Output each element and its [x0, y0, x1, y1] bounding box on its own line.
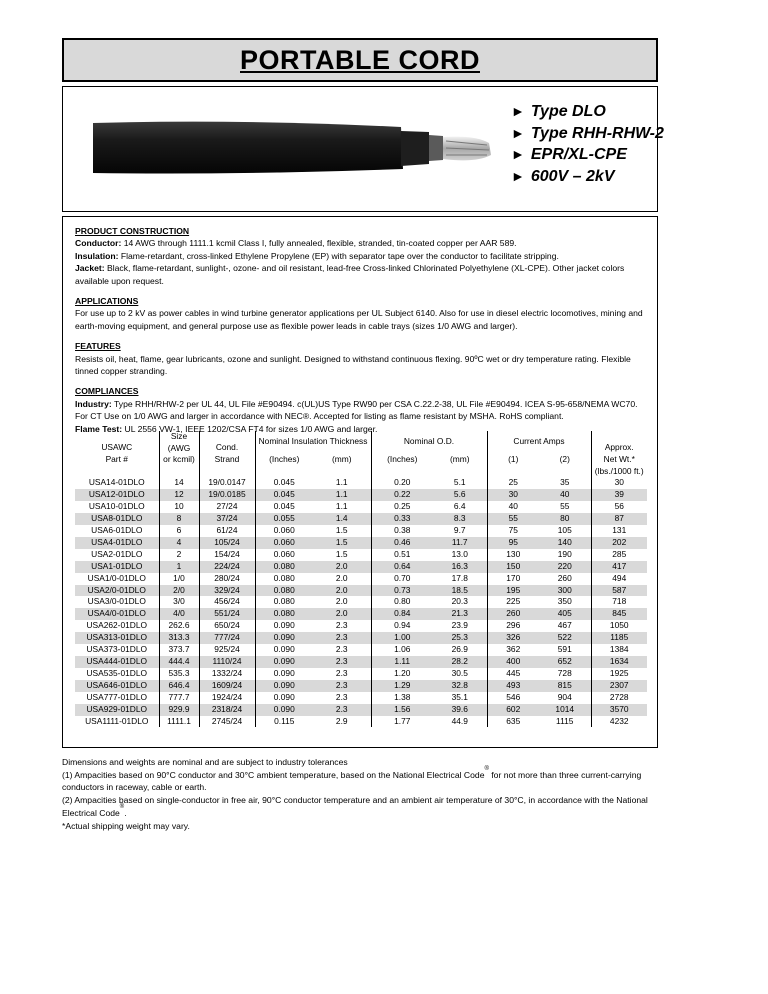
- table-row: [75, 477, 647, 489]
- table-cell: 105: [557, 525, 572, 536]
- product-hero: [62, 86, 664, 212]
- table-cell: 815: [539, 680, 591, 692]
- table-row: [75, 608, 647, 620]
- table-cell: 456/24: [199, 596, 255, 608]
- table-cell: 0.94: [371, 620, 433, 632]
- table-cell: 405: [539, 608, 591, 620]
- table-cell: 19/0.0185: [199, 489, 255, 501]
- title-banner: [62, 38, 658, 82]
- table-cell: 0.20: [371, 477, 433, 489]
- table-cell: 75: [487, 525, 539, 537]
- table-cell: 1.06: [371, 644, 433, 656]
- table-cell: 154/24: [199, 549, 255, 561]
- table-cell: 2.0: [313, 585, 371, 597]
- table-cell: 2.3: [335, 620, 348, 631]
- table-cell: 39.6: [433, 704, 487, 716]
- table-cell: 35: [560, 477, 570, 488]
- table-cell: 3/0: [159, 596, 199, 608]
- table-cell: 445: [487, 668, 539, 680]
- table-cell: USA1111-01DLO: [85, 715, 149, 726]
- table-cell: 0.080: [255, 585, 313, 597]
- insulation-text: Flame-retardant, cross-linked Ethylene Propylene (EP) with separator tape over the conductor to facilitate stripping.: [120, 250, 559, 261]
- table-cell: 777.7: [159, 692, 199, 704]
- table-cell: 0.080: [255, 608, 313, 620]
- table-cell: 296: [487, 620, 539, 632]
- table-cell: USA1/0-01DLO: [87, 572, 146, 583]
- table-cell: 2.9: [335, 715, 348, 726]
- table-cell: 313.3: [159, 632, 199, 644]
- table-cell: 1.56: [371, 704, 433, 716]
- table-cell: 728: [557, 667, 572, 678]
- table-cell: 535.3: [159, 668, 199, 680]
- table-cell: 20.3: [451, 596, 468, 607]
- spec-panel: [62, 216, 658, 748]
- table-cell: 0.46: [371, 537, 433, 549]
- table-row: [75, 644, 647, 656]
- table-row: [75, 692, 647, 704]
- table-cell: 1.5: [335, 548, 348, 559]
- table-cell: USA2/0-01DLO: [75, 585, 159, 597]
- table-row: [75, 716, 647, 728]
- table-cell: 2.3: [313, 656, 371, 668]
- table-cell: 0.090: [255, 680, 313, 692]
- applications-section: [75, 295, 645, 332]
- table-cell: 6.4: [453, 501, 466, 512]
- table-row: [75, 513, 647, 525]
- features-text: Resists oil, heat, flame, gear lubricants, ozone and sunlight. Designed to withstand continuous flexing. 90ºC wet or dry temperature rating. Flexible tinned copper stranding.: [75, 353, 631, 377]
- table-cell: 0.080: [255, 573, 313, 585]
- jacket-text: Black, flame-retardant, sunlight-, ozone- and oil resistant, lead-free Cross-linked Chlorinated Polyethylene (XL-CPE). Other jacket colors available upon request.: [75, 263, 625, 286]
- table-cell: 40: [539, 489, 591, 501]
- table-cell: USA3/0-01DLO: [87, 596, 146, 607]
- table-cell: 2.0: [335, 572, 348, 583]
- table-row: [75, 620, 647, 632]
- table-cell: 80: [539, 513, 591, 525]
- table-cell: 12: [159, 489, 199, 501]
- table-cell: 1634: [591, 656, 647, 668]
- arrow-icon: ►: [511, 146, 525, 162]
- table-cell: 260: [557, 572, 572, 583]
- table-cell: 1/0: [159, 573, 199, 585]
- table-cell: USA12-01DLO: [75, 489, 159, 501]
- table-cell: 4232: [591, 716, 647, 728]
- table-cell: 0.33: [371, 513, 433, 525]
- cable-photo: [91, 117, 511, 177]
- table-cell: 1609/24: [199, 680, 255, 692]
- table-cell: USA10-01DLO: [88, 501, 145, 512]
- table-cell: 2: [159, 549, 199, 561]
- type-item: ► Type DLO: [511, 103, 606, 120]
- table-row: [75, 549, 647, 561]
- table-cell: 140: [539, 537, 591, 549]
- table-cell: 467: [557, 620, 572, 631]
- col-header-amps: Current Amps: [487, 431, 591, 454]
- table-cell: 1.1: [335, 477, 348, 488]
- page-title: PORTABLE CORD: [240, 44, 480, 75]
- compliances-section: COMPLIANCES Industry: Type RHH/RHW-2 per UL 44, UL File #E90494. c(UL)US Type RW90 per CSA C.22.2-38, UL File #E90494. ICEA S-95-658/NEMA WC70. For CT Use on 1/0 AWG and larger in accordance with NEC®. Accepted for listing as flame resistant by MSHA. RoHS compliant. Flame Test: UL 2556 VW-1, IEEE 1202/CSA FT4 for sizes 1/0 AWG and larger.: [75, 385, 645, 435]
- table-cell: 0.090: [255, 620, 313, 632]
- table-cell: 0.055: [255, 513, 313, 525]
- table-cell: 150: [487, 561, 539, 573]
- table-cell: 845: [591, 608, 647, 620]
- table-cell: 1.4: [313, 513, 371, 525]
- table-cell: 0.70: [371, 573, 433, 585]
- arrow-icon: ►: [511, 103, 525, 119]
- table-cell: 0.51: [371, 549, 433, 561]
- table-cell: 1185: [591, 632, 647, 644]
- table-cell: 350: [557, 596, 572, 607]
- table-cell: 2.0: [335, 596, 348, 607]
- table-cell: 2307: [591, 680, 647, 692]
- table-cell: 0.25: [371, 501, 433, 513]
- table-cell: 1.29: [371, 680, 433, 692]
- compliances-heading: COMPLIANCES: [75, 386, 139, 397]
- table-cell: 373.7: [159, 644, 199, 656]
- table-cell: 19/0.0147: [199, 477, 255, 489]
- table-cell: 929.9: [159, 704, 199, 716]
- table-cell: 1.38: [371, 692, 433, 704]
- table-row: [75, 561, 647, 573]
- table-cell: 0.090: [255, 656, 313, 668]
- table-cell: 1925: [591, 668, 647, 680]
- table-cell: 28.2: [433, 656, 487, 668]
- table-cell: USA14-01DLO: [88, 477, 145, 488]
- table-cell: 35.1: [451, 691, 468, 702]
- table-cell: 2.0: [313, 608, 371, 620]
- table-cell: 0.73: [371, 585, 433, 597]
- table-cell: 2.0: [313, 561, 371, 573]
- table-cell: 285: [591, 549, 647, 561]
- footnotes: [62, 756, 662, 832]
- table-row: [75, 537, 647, 549]
- table-cell: 0.64: [371, 561, 433, 573]
- table-cell: 777/24: [199, 632, 255, 644]
- table-cell: 10: [159, 501, 199, 513]
- table-cell: USA8-01DLO: [75, 513, 159, 525]
- table-cell: 18.5: [433, 585, 487, 597]
- table-cell: 1.11: [371, 656, 433, 668]
- table-cell: 650/24: [199, 620, 255, 632]
- table-cell: 1332/24: [199, 668, 255, 680]
- table-cell: 326: [487, 632, 539, 644]
- table-cell: 2.3: [313, 680, 371, 692]
- table-cell: 30.5: [451, 667, 468, 678]
- table-cell: 26.9: [451, 644, 468, 655]
- table-cell: 224/24: [199, 561, 255, 573]
- table-cell: 8.3: [433, 513, 487, 525]
- arrow-icon: ►: [511, 167, 525, 184]
- table-cell: 170: [487, 573, 539, 585]
- table-row: [75, 525, 647, 537]
- subheader-row: Part # Strand (Inches) (mm) (Inches) (mm) (1) (2) Net Wt.*: [75, 454, 647, 466]
- table-cell: 2/0: [159, 585, 199, 597]
- table-cell: 30: [487, 489, 539, 501]
- applications-heading: APPLICATIONS: [75, 296, 139, 307]
- table-cell: USA262-01DLO: [86, 620, 148, 631]
- features-heading: FEATURES: [75, 341, 121, 352]
- table-cell: 195: [487, 585, 539, 597]
- table-cell: 1.5: [335, 525, 348, 536]
- table-cell: 587: [591, 585, 647, 597]
- table-cell: 17.8: [451, 572, 468, 583]
- table-cell: 1.77: [371, 716, 433, 728]
- applications-text: For use up to 2 kV as power cables in wind turbine generator applications per UL Subject 6140. Also for use in diesel electric locomotives, mining and earth-moving equipment, and general purpose use as flexible power leads in cable trays (sizes 1/0 AWG and larger).: [75, 308, 643, 331]
- features-section: [75, 340, 645, 377]
- table-cell: 522: [539, 632, 591, 644]
- table-cell: 444.4: [159, 656, 199, 668]
- table-cell: USA929-01DLO: [75, 704, 159, 716]
- table-cell: 1.20: [371, 668, 433, 680]
- table-cell: 5.6: [433, 489, 487, 501]
- col-header-insulation: Nominal Insulation Thickness: [255, 431, 371, 454]
- table-cell: 0.060: [255, 525, 313, 537]
- table-cell: 25: [487, 477, 539, 489]
- table-cell: 2.3: [335, 667, 348, 678]
- table-cell: 0.090: [255, 704, 313, 716]
- table-cell: 0.060: [255, 549, 313, 561]
- table-cell: 652: [539, 656, 591, 668]
- table-cell: 55: [560, 501, 570, 512]
- table-cell: 2.3: [313, 704, 371, 716]
- table-cell: 190: [557, 548, 572, 559]
- table-cell: 1014: [539, 704, 591, 716]
- col-header-part: USAWC: [101, 441, 133, 452]
- table-cell: USA535-01DLO: [86, 667, 148, 678]
- table-cell: 6: [159, 525, 199, 537]
- col-header-weight: Approx.: [591, 431, 647, 454]
- table-cell: 1111.1: [159, 716, 199, 728]
- note-weight: *Actual shipping weight may vary.: [62, 820, 190, 831]
- table-cell: 591: [557, 644, 572, 655]
- table-cell: 3570: [591, 704, 647, 716]
- table-cell: 0.045: [255, 477, 313, 489]
- table-cell: 0.38: [371, 525, 433, 537]
- type-list: [511, 101, 664, 187]
- table-cell: 0.84: [371, 608, 433, 620]
- table-cell: 1.5: [313, 537, 371, 549]
- table-cell: 400: [487, 656, 539, 668]
- table-row: [75, 656, 647, 668]
- table-cell: USA1-01DLO: [75, 561, 159, 573]
- table-cell: 25.3: [433, 632, 487, 644]
- table-cell: 280/24: [199, 573, 255, 585]
- table-cell: 0.045: [255, 489, 313, 501]
- table-cell: 417: [591, 561, 647, 573]
- table-cell: 44.9: [451, 715, 468, 726]
- table-cell: 39: [591, 489, 647, 501]
- spec-table: USAWC Size (AWG or kcmil) Cond. Nominal Insulation Thickness Nominal O.D. Current Amps Approx. Part # Strand (Inches) (mm) (Inches) (mm) (1) (2) Net Wt.* (lbs./1000 ft.) USA14-01DLO 14 19/0.0147 0.045 1.1 0.20 5.1 25 35 30 USA12-01DLO 12 19/0.0185 0.045 1.1 0.22 5.6 30 40 39 USA10-01DLO 10 27/24 0.045 1.1 0.25 6.4 40 55 56 USA8-01DLO 8 37/24 0.055 1.4 0.33 8.3 55 80 87 USA6-01DLO 6 61/24 0.060 1.5 0.38 9.7 75 105 131 USA4-01DLO 4 105/24 0.060 1.5 0.46 11.7 95 140 202 USA2-01DLO 2 154/24 0.060 1.5 0.51 13.0 130 190 285 USA1-01DLO 1 224/24 0.080 2.0 0.64 16.3 150 220 417 USA1/0-01DLO 1/0 280/24 0.080 2.0 0.70 17.8 170 260 494 USA2/0-01DLO 2/0 329/24 0.080 2.0 0.73 18.5 195 300 587 USA3/0-01DLO 3/0 456/24 0.080 2.0 0.80 20.3 225 350 718 USA4/0-01DLO 4/0 551/24 0.080 2.0 0.84 21.3 260 405 845 USA262-01DLO 262.6 650/24 0.090 2.3 0.94 23.9 296 467 1050 USA313-01DLO 313.3 777/24 0.090 2.3 1.00 25.3 326 522 1185 USA373-01DLO 373.7 925/24 0.090 2.3 1.06 26.9 362 591 1384 USA444-01DLO 444.4 1110/24 0.090 2.3 1.11 28.2 400 652 1634 USA535-01DLO 535.3 1332/24 0.090 2.3 1.20 30.5 445 728 1925 USA646-01DLO 646.4 1609/24 0.090 2.3 1.29 32.8 493 815 2307 USA777-01DLO 777.7 1924/24 0.090 2.3 1.38 35.1 546 904 2728 USA929-01DLO 929.9 2318/24 0.090 2.3 1.56 39.6 602 1014 3570 USA1111-01DLO 1111.1 2745/24 0.115 2.9 1.77 44.9 635 1115 4232: [75, 431, 647, 727]
- table-cell: USA313-01DLO: [75, 632, 159, 644]
- table-cell: 8: [159, 513, 199, 525]
- table-cell: 0.060: [255, 537, 313, 549]
- table-cell: 0.045: [255, 501, 313, 513]
- table-cell: USA646-01DLO: [75, 680, 159, 692]
- table-cell: 635: [487, 716, 539, 728]
- table-cell: 95: [487, 537, 539, 549]
- table-cell: USA4-01DLO: [75, 537, 159, 549]
- table-cell: 0.115: [255, 716, 313, 728]
- table-cell: 551/24: [199, 608, 255, 620]
- table-row: [75, 573, 647, 585]
- table-cell: 131: [591, 525, 647, 537]
- table-row: [75, 596, 647, 608]
- table-cell: 14: [159, 477, 199, 489]
- table-cell: 40: [487, 501, 539, 513]
- table-row: [75, 501, 647, 513]
- table-row: [75, 680, 647, 692]
- table-row: [75, 704, 647, 716]
- table-cell: USA6-01DLO: [91, 525, 143, 536]
- table-cell: 0.22: [371, 489, 433, 501]
- construction-heading: PRODUCT CONSTRUCTION: [75, 226, 190, 236]
- table-cell: 494: [591, 573, 647, 585]
- table-cell: 1: [159, 561, 199, 573]
- table-cell: 105/24: [199, 537, 255, 549]
- table-cell: 32.8: [433, 680, 487, 692]
- table-cell: 37/24: [199, 513, 255, 525]
- table-cell: 493: [487, 680, 539, 692]
- table-cell: 0.090: [255, 668, 313, 680]
- conductor-text: 14 AWG through 1111.1 kcmil Class I, fully annealed, flexible, stranded, tin-coated copper per AAR 589.: [123, 238, 517, 249]
- table-cell: 0.090: [255, 644, 313, 656]
- table-cell: 260: [487, 608, 539, 620]
- table-cell: 55: [487, 513, 539, 525]
- industry-text: Type RHH/RHW-2 per UL 44, UL File #E90494. c(UL)US Type RW90 per CSA C.22.2-38, UL File #E90494. ICEA S-95-658/NEMA WC70. For CT Use on 1/0 AWG and larger in accordance with NEC®. Accepted for listing as flame resistant by MSHA. RoHS compliant.: [75, 398, 638, 422]
- table-cell: 2745/24: [199, 716, 255, 728]
- table-cell: 4/0: [159, 608, 199, 620]
- table-cell: 2.3: [335, 691, 348, 702]
- note-1: (1) Ampacities based on 90°C conductor and 30°C ambient temperature, based on the National Electrical Code® for not more than three current-carrying conductors in raceway, cable or earth.: [62, 765, 642, 793]
- table-cell: 225: [487, 596, 539, 608]
- col-header-od: Nominal O.D.: [371, 431, 487, 454]
- table-cell: 925/24: [199, 644, 255, 656]
- table-row: [75, 632, 647, 644]
- table-cell: 0.090: [255, 632, 313, 644]
- table-cell: 87: [591, 513, 647, 525]
- type-item: ► Type RHH-RHW-2: [511, 124, 664, 142]
- table-cell: 1384: [591, 644, 647, 656]
- col-header-strand: Cond.: [199, 431, 255, 454]
- table-cell: 1.1: [313, 489, 371, 501]
- table-cell: USA777-01DLO: [86, 691, 148, 702]
- table-cell: 0.080: [255, 596, 313, 608]
- table-cell: 0.090: [255, 692, 313, 704]
- table-cell: USA4/0-01DLO: [75, 608, 159, 620]
- table-row: [75, 668, 647, 680]
- table-cell: 56: [591, 501, 647, 513]
- table-cell: 1.1: [335, 501, 348, 512]
- table-cell: 2.3: [313, 632, 371, 644]
- table-cell: 0.80: [371, 596, 433, 608]
- type-item: ► 600V – 2kV: [511, 167, 615, 185]
- note-2: (2) Ampacities based on single-conductor in free air, 90°C conductor temperature and an ambient air temperature of 30°C, in accordance with the National Electrical Code®.: [62, 795, 648, 818]
- table-cell: 1.00: [371, 632, 433, 644]
- table-cell: 11.7: [433, 537, 487, 549]
- table-cell: 2318/24: [199, 704, 255, 716]
- table-cell: 646.4: [159, 680, 199, 692]
- table-cell: 2728: [591, 692, 647, 704]
- table-cell: 220: [539, 561, 591, 573]
- table-cell: 21.3: [433, 608, 487, 620]
- table-cell: 13.0: [451, 548, 468, 559]
- table-cell: 1924/24: [199, 692, 255, 704]
- table-cell: 1050: [591, 620, 647, 632]
- table-cell: 718: [591, 596, 647, 608]
- table-cell: 329/24: [199, 585, 255, 597]
- table-cell: 9.7: [453, 525, 466, 536]
- table-cell: 27/24: [199, 501, 255, 513]
- table-cell: USA373-01DLO: [86, 644, 148, 655]
- type-item: ► EPR/XL-CPE: [511, 146, 627, 163]
- table-cell: 23.9: [451, 620, 468, 631]
- table-cell: 61/24: [199, 525, 255, 537]
- arrow-icon: ►: [511, 124, 525, 141]
- flame-text: UL 2556 VW-1, IEEE 1202/CSA FT4 for sizes 1/0 AWG and larger.: [124, 423, 378, 434]
- table-cell: 202: [591, 537, 647, 549]
- table-cell: USA444-01DLO: [75, 656, 159, 668]
- table-cell: 362: [487, 644, 539, 656]
- table-cell: 262.6: [159, 620, 199, 632]
- table-cell: 300: [539, 585, 591, 597]
- table-cell: 1115: [556, 715, 574, 726]
- table-cell: 4: [159, 537, 199, 549]
- note-tolerance: Dimensions and weights are nominal and are subject to industry tolerances: [62, 757, 348, 767]
- table-cell: 602: [487, 704, 539, 716]
- table-row: [75, 489, 647, 501]
- table-cell: 16.3: [433, 561, 487, 573]
- table-row: [75, 585, 647, 597]
- table-cell: 2.3: [335, 644, 348, 655]
- construction-section: PRODUCT CONSTRUCTION Conductor: 14 AWG through 1111.1 kcmil Class I, fully annealed, flexible, stranded, tin-coated copper per AAR 589. Insulation: Flame-retardant, cross-linked Ethylene Propylene (EP) with separator tape over the conductor to facilitate stripping. Jacket: Black, flame-retardant, sunlight-, ozone- and oil resistant, lead-free Cross-linked Chlorinated Polyethylene (XL-CPE). Other jacket colors available upon request.: [75, 225, 645, 287]
- table-cell: 1110/24: [199, 656, 255, 668]
- table-cell: 30: [591, 477, 647, 489]
- table-cell: 0.080: [255, 561, 313, 573]
- table-cell: 904: [557, 691, 572, 702]
- table-cell: 130: [487, 549, 539, 561]
- table-cell: USA2-01DLO: [91, 548, 143, 559]
- table-cell: 546: [487, 692, 539, 704]
- table-cell: 5.1: [453, 477, 466, 488]
- col-header-size: Size (AWG or kcmil): [159, 431, 199, 466]
